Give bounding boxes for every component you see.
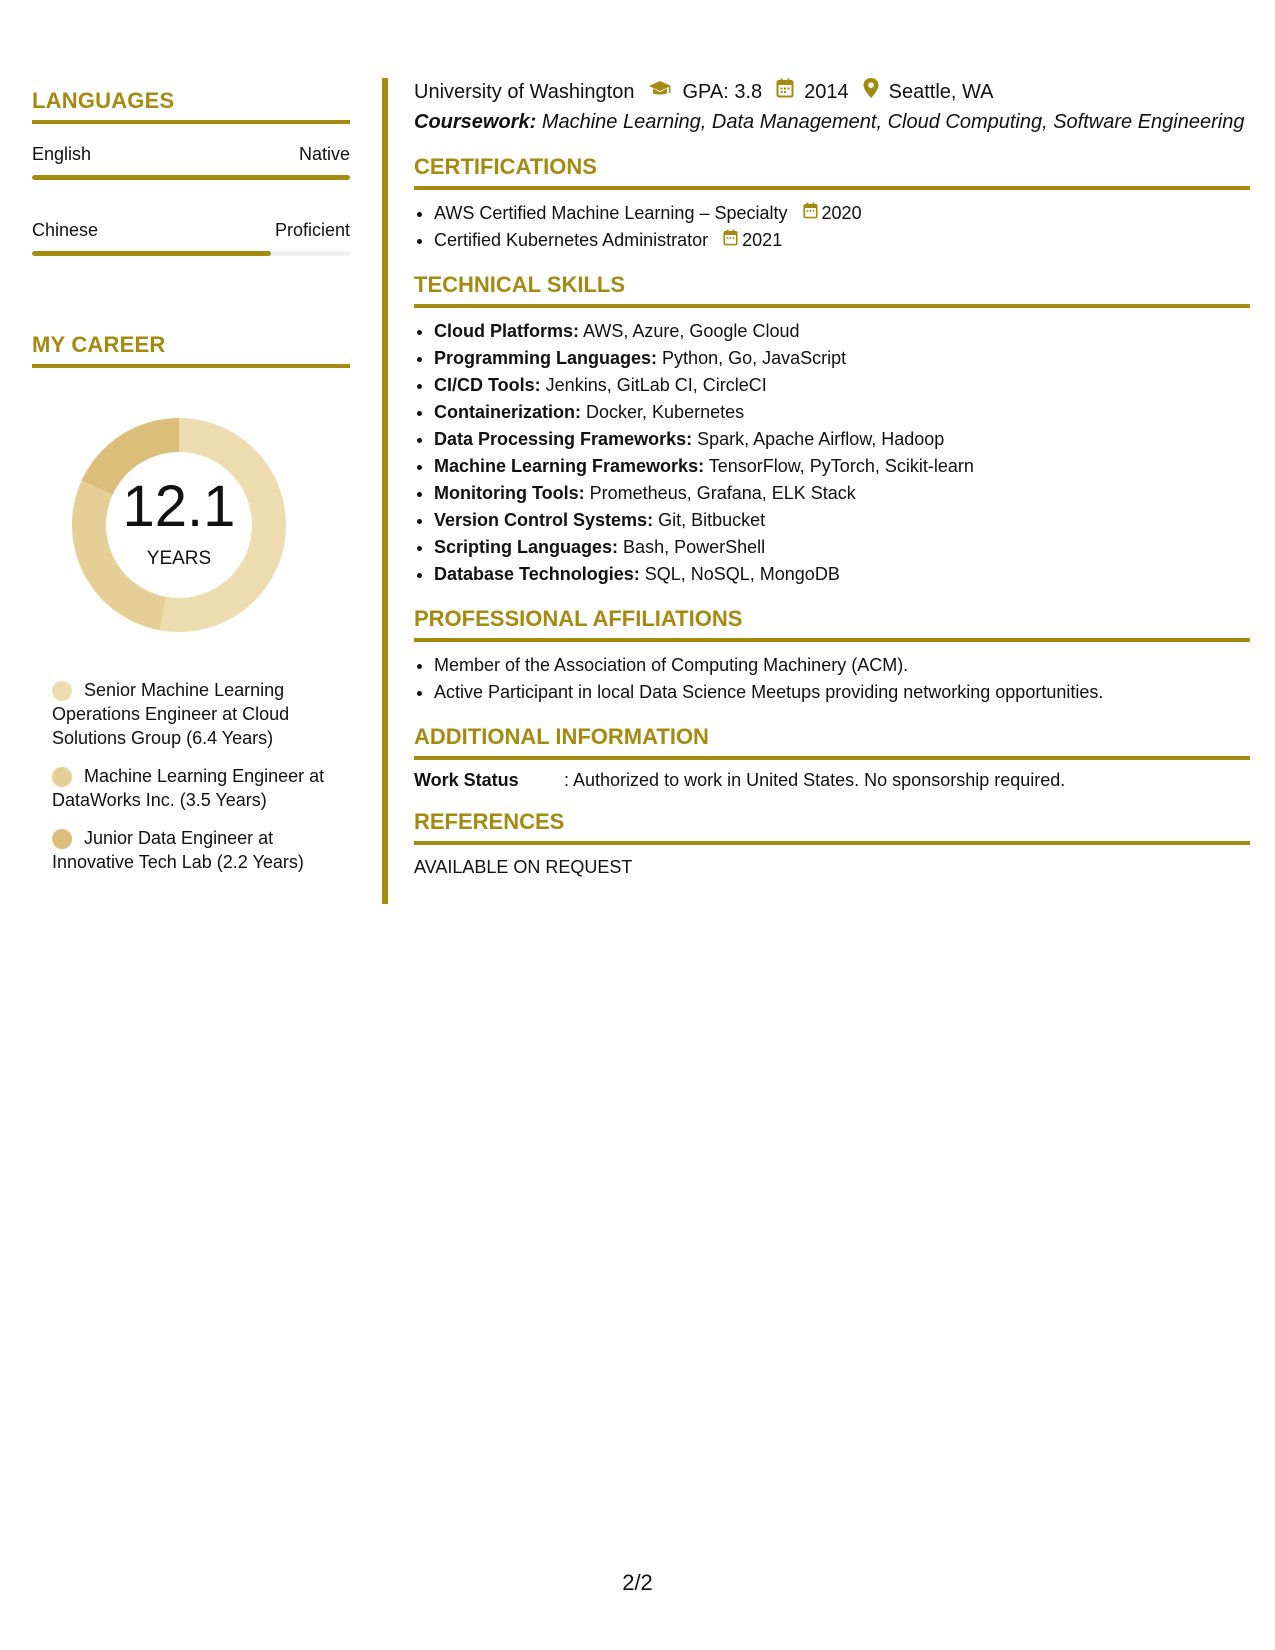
skill-label: Data Processing Frameworks: bbox=[434, 429, 693, 449]
career-item-text: Machine Learning Engineer at DataWorks Inc. (3.5 Years) bbox=[52, 766, 325, 810]
skill-value: Prometheus, Grafana, ELK Stack bbox=[589, 483, 856, 503]
gpa: GPA: 3.8 bbox=[682, 81, 763, 103]
skill-value: Spark, Apache Airflow, Hadoop bbox=[697, 429, 945, 449]
calendar-icon bbox=[723, 227, 738, 254]
language-name: Chinese bbox=[32, 220, 99, 240]
career-years-unit: YEARS bbox=[146, 548, 212, 569]
skill-label: Programming Languages: bbox=[434, 348, 658, 368]
references-text: AVAILABLE ON REQUEST bbox=[414, 857, 633, 877]
career-legend-item bbox=[52, 764, 350, 812]
certifications-list bbox=[414, 200, 1250, 254]
career-legend-item bbox=[52, 826, 350, 874]
language-bar-fill bbox=[32, 251, 271, 256]
skill-item bbox=[434, 345, 1250, 372]
language-level: Proficient bbox=[274, 220, 350, 240]
skill-item bbox=[434, 534, 1250, 561]
certification-year: 2020 bbox=[821, 203, 862, 223]
coursework-label: Coursework: bbox=[414, 111, 537, 133]
skill-label: Cloud Platforms: bbox=[434, 321, 580, 341]
work-status-label: Work Status bbox=[414, 770, 519, 790]
school-location: Seattle, WA bbox=[888, 81, 994, 103]
career-donut-chart bbox=[64, 410, 294, 640]
language-chinese bbox=[32, 220, 350, 256]
skill-item bbox=[434, 372, 1250, 399]
calendar-icon bbox=[803, 200, 818, 227]
graduation-cap-icon bbox=[648, 78, 672, 106]
language-bar bbox=[32, 251, 350, 256]
career-legend bbox=[32, 678, 350, 874]
skill-value: Git, Bitbucket bbox=[658, 510, 766, 530]
skill-value: AWS, Azure, Google Cloud bbox=[583, 321, 800, 341]
skill-item bbox=[434, 561, 1250, 588]
skill-value: TensorFlow, PyTorch, Scikit-learn bbox=[708, 456, 974, 476]
skill-label: Version Control Systems: bbox=[434, 510, 654, 530]
affiliations-title: PROFESSIONAL AFFILIATIONS bbox=[414, 606, 1250, 642]
skill-value: Jenkins, GitLab CI, CircleCI bbox=[545, 375, 767, 395]
skill-value: SQL, NoSQL, MongoDB bbox=[644, 564, 840, 584]
certification-year: 2021 bbox=[742, 230, 783, 250]
skill-label: Monitoring Tools: bbox=[434, 483, 585, 503]
skill-label: Database Technologies: bbox=[434, 564, 640, 584]
skills-title: TECHNICAL SKILLS bbox=[414, 272, 1250, 308]
skill-item bbox=[434, 426, 1250, 453]
skill-value: Python, Go, JavaScript bbox=[662, 348, 847, 368]
skill-value: Docker, Kubernetes bbox=[586, 402, 745, 422]
school-name: University of Washington bbox=[414, 81, 635, 103]
right-column bbox=[414, 78, 1250, 878]
skill-label: Machine Learning Frameworks: bbox=[434, 456, 705, 476]
skill-item bbox=[434, 480, 1250, 507]
skill-label: CI/CD Tools: bbox=[434, 375, 541, 395]
skill-item bbox=[434, 318, 1250, 345]
certification-item bbox=[434, 227, 1250, 254]
education-line bbox=[414, 78, 1250, 106]
skill-value: Bash, PowerShell bbox=[623, 537, 766, 557]
skill-item bbox=[434, 507, 1250, 534]
work-status-row bbox=[414, 770, 1250, 791]
graduation-year: 2014 bbox=[804, 81, 849, 103]
certification-name: AWS Certified Machine Learning – Specialty bbox=[434, 203, 788, 223]
affiliations-list bbox=[414, 652, 1250, 706]
work-status-value: : Authorized to work in United States. No sponsorship required. bbox=[564, 770, 1066, 790]
skill-label: Scripting Languages: bbox=[434, 537, 619, 557]
skill-label: Containerization: bbox=[434, 402, 581, 422]
page-number: 2/2 bbox=[622, 1570, 653, 1595]
certification-name: Certified Kubernetes Administrator bbox=[434, 230, 709, 250]
skill-item bbox=[434, 399, 1250, 426]
skill-item bbox=[434, 453, 1250, 480]
column-divider bbox=[382, 78, 388, 904]
additional-info-title: ADDITIONAL INFORMATION bbox=[414, 724, 1250, 760]
legend-dot bbox=[52, 767, 72, 787]
legend-dot bbox=[52, 681, 72, 701]
language-name: English bbox=[32, 144, 92, 164]
affiliation-item: • Active Participant in local Data Science Meetups providing networking opportunities. bbox=[434, 679, 1250, 706]
career-title: MY CAREER bbox=[32, 332, 350, 368]
career-item-text: Senior Machine Learning Operations Engineer at Cloud Solutions Group (6.4 Years) bbox=[52, 680, 290, 748]
career-item-text: Junior Data Engineer at Innovative Tech Lab (2.2 Years) bbox=[52, 828, 304, 872]
career-legend-item bbox=[52, 678, 350, 750]
calendar-icon bbox=[776, 78, 794, 106]
location-pin-icon bbox=[863, 78, 879, 106]
career-total-years: 12.1 bbox=[122, 474, 236, 539]
language-english bbox=[32, 144, 350, 180]
certification-item bbox=[434, 200, 1250, 227]
references-title: REFERENCES bbox=[414, 809, 1250, 845]
left-column bbox=[32, 88, 350, 888]
skills-list bbox=[414, 318, 1250, 588]
legend-dot bbox=[52, 829, 72, 849]
affiliation-item: • Member of the Association of Computing Machinery (ACM). bbox=[434, 652, 1250, 679]
certifications-title: CERTIFICATIONS bbox=[414, 154, 1250, 190]
coursework-list: Machine Learning, Data Management, Cloud Computing, Software Engineering bbox=[541, 111, 1245, 133]
languages-title: LANGUAGES bbox=[32, 88, 350, 124]
language-level: Native bbox=[298, 144, 350, 164]
coursework-line bbox=[414, 108, 1250, 136]
